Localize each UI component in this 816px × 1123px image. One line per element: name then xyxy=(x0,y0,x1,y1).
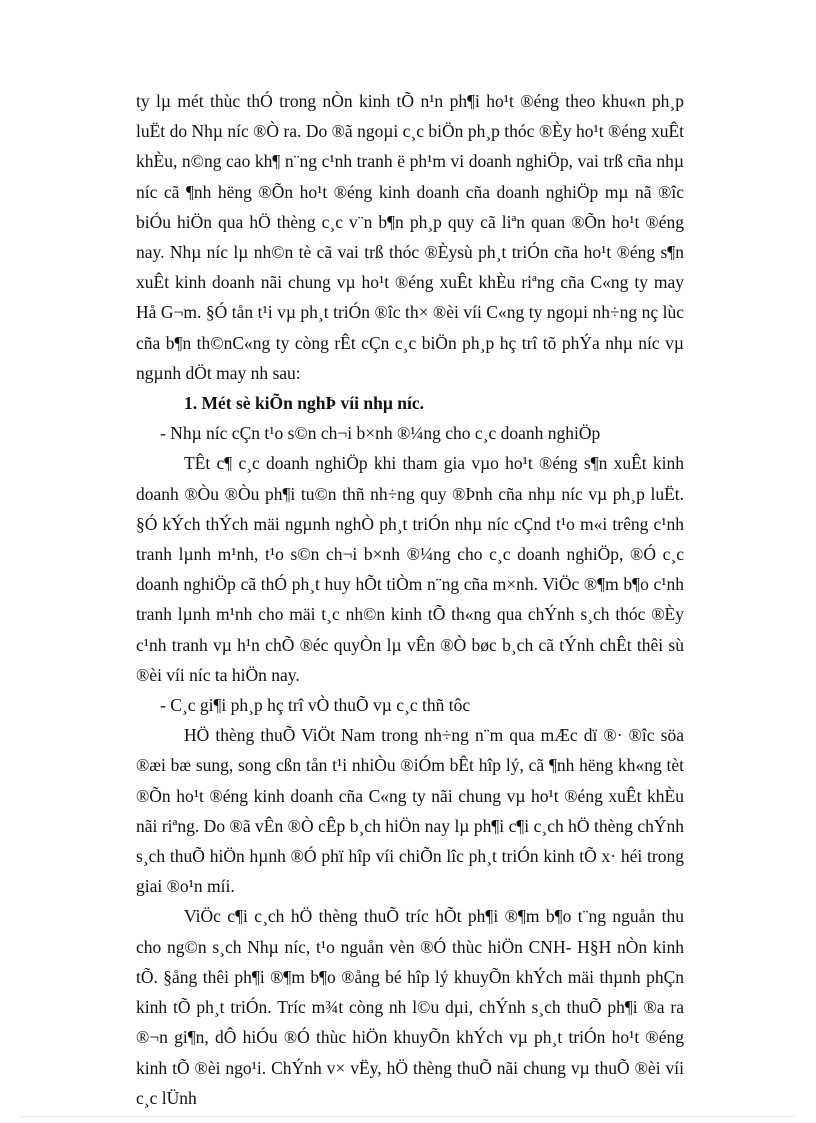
paragraph-tax-system: HÖ thèng thuÕ ViÖt Nam trong nh÷ng n¨m qua mÆc dï ®· ®îc söa ®æi bæ sung, song cßn tån t¹i nhiÒu ®iÓm bÊt hîp lý, cã ¶nh hëng kh«ng tèt ®Õn ho¹t ®éng kinh doanh cña C«ng ty nãi chung vµ ho¹t ®éng xuÊt khÈu nãi riªng. Do ®ã vÊn ®Ò cÊp b¸ch hiÖn nay lµ ph¶i c¶i c¸ch hÖ thèng chÝnh s¸ch thuÕ hiÖn hµnh ®Ó phï hîp víi chiÕn lîc ph¸t triÓn kinh tÕ x· héi trong giai ®o¹n míi. xyxy=(136,725,684,897)
paragraph-intro: ty lµ mét thùc thÓ trong nÒn kinh tÕ n¹n ph¶i ho¹t ®éng theo khu«n ph¸p luËt do Nhµ níc ®Ò ra. Do ®ã ngoµi c¸c biÖn ph¸p thóc ®Èy ho¹t ®éng xuÊt khÈu, n©ng cao kh¶ n¨ng c¹nh tranh ë ph¹m vi doanh nghiÖp, vai trß cña nhµ níc cã ¶nh hëng ®Õn ho¹t ®éng kinh doanh cña doanh nghiÖp mµ nã ®îc biÓu hiÖn qua hÖ thèng c¸c v¨n b¶n ph¸p quy cã liªn quan ®Õn ho¹t ®éng nay. Nhµ níc lµ nh©n tè cã vai trß thóc ®Èysù ph¸t triÓn cña ho¹t ®éng s¶n xuÊt kinh doanh nãi chung vµ ho¹t ®éng xuÊt khÈu riªng cña C«ng ty may Hå G¬m. §Ó tån t¹i vµ ph¸t triÓn ®îc th× ®èi víi C«ng ty ngoµi nh÷ng nç lùc cña b¶n th©nC«ng ty còng rÊt cÇn c¸c biÖn ph¸p hç trî tõ phÝa nhµ níc vµ ngµnh dÖt may nh sau: xyxy=(136,91,684,383)
dash-item-level-playing-field: - Nhµ níc cÇn t¹o s©n ch¬i b×nh ®¼ng cho c¸c doanh nghiÖp xyxy=(160,423,601,444)
section-heading: 1. Mét sè kiÕn nghÞ víi nhµ níc. xyxy=(184,393,425,414)
page-bottom-border xyxy=(20,1116,796,1117)
dash-item-tax-solutions: - C¸c gi¶i ph¸p hç trî vÒ thuÕ vµ c¸c thñ tôc xyxy=(160,695,471,716)
paragraph-tax-reform: ViÖc c¶i c¸ch hÖ thèng thuÕ tríc hÕt ph¶i ®¶m b¶o t¨ng nguån thu cho ng©n s¸ch Nhµ níc, t¹o nguån vèn ®Ó thùc hiÖn CNH- H§H nÒn kinh tÕ. §ång thêi ph¶i ®¶m b¶o ®ång bé hîp lý khuyÕn khÝch mäi thµnh phÇn kinh tÕ ph¸t triÓn. Tríc m¾t còng nh l©u dµi, chÝnh s¸ch thuÕ ph¶i ®a ra ®¬n gi¶n, dÔ hiÓu ®Ó thùc hiÖn khuyÕn khÝch vµ ph¸t triÓn ho¹t ®éng kinh tÕ ®èi ngo¹i. ChÝnh v× vËy, hÖ thèng thuÕ nãi chung vµ thuÕ ®èi víi c¸c lÜnh xyxy=(136,906,684,1108)
paragraph-competition: TÊt c¶ c¸c doanh nghiÖp khi tham gia vµo ho¹t ®éng s¶n xuÊt kinh doanh ®Òu ®Òu ph¶i tu©n thñ nh÷ng quy ®Þnh cña nhµ níc vµ ph¸p luËt. §Ó kÝch thÝch mäi ngµnh nghÒ ph¸t triÓn nhµ níc cÇnd t¹o m«i trêng c¹nh tranh lµnh m¹nh, t¹o s©n ch¬i b×nh ®¼ng cho c¸c doanh nghiÖp, ®Ó c¸c doanh nghiÖp cã thÓ ph¸t huy hÕt tiÒm n¨ng cña m×nh. ViÖc ®¶m b¶o c¹nh tranh lµnh m¹nh cho mäi t¸c nh©n kinh tÕ th«ng qua chÝnh s¸ch thóc ®Èy c¹nh tranh vµ h¹n chÕ ®éc quyÒn lµ vÊn ®Ò bøc b¸ch cã tÝnh chÊt thêi sù ®èi víi níc ta hiÖn nay. xyxy=(136,453,684,685)
body-text xyxy=(136,86,684,1113)
